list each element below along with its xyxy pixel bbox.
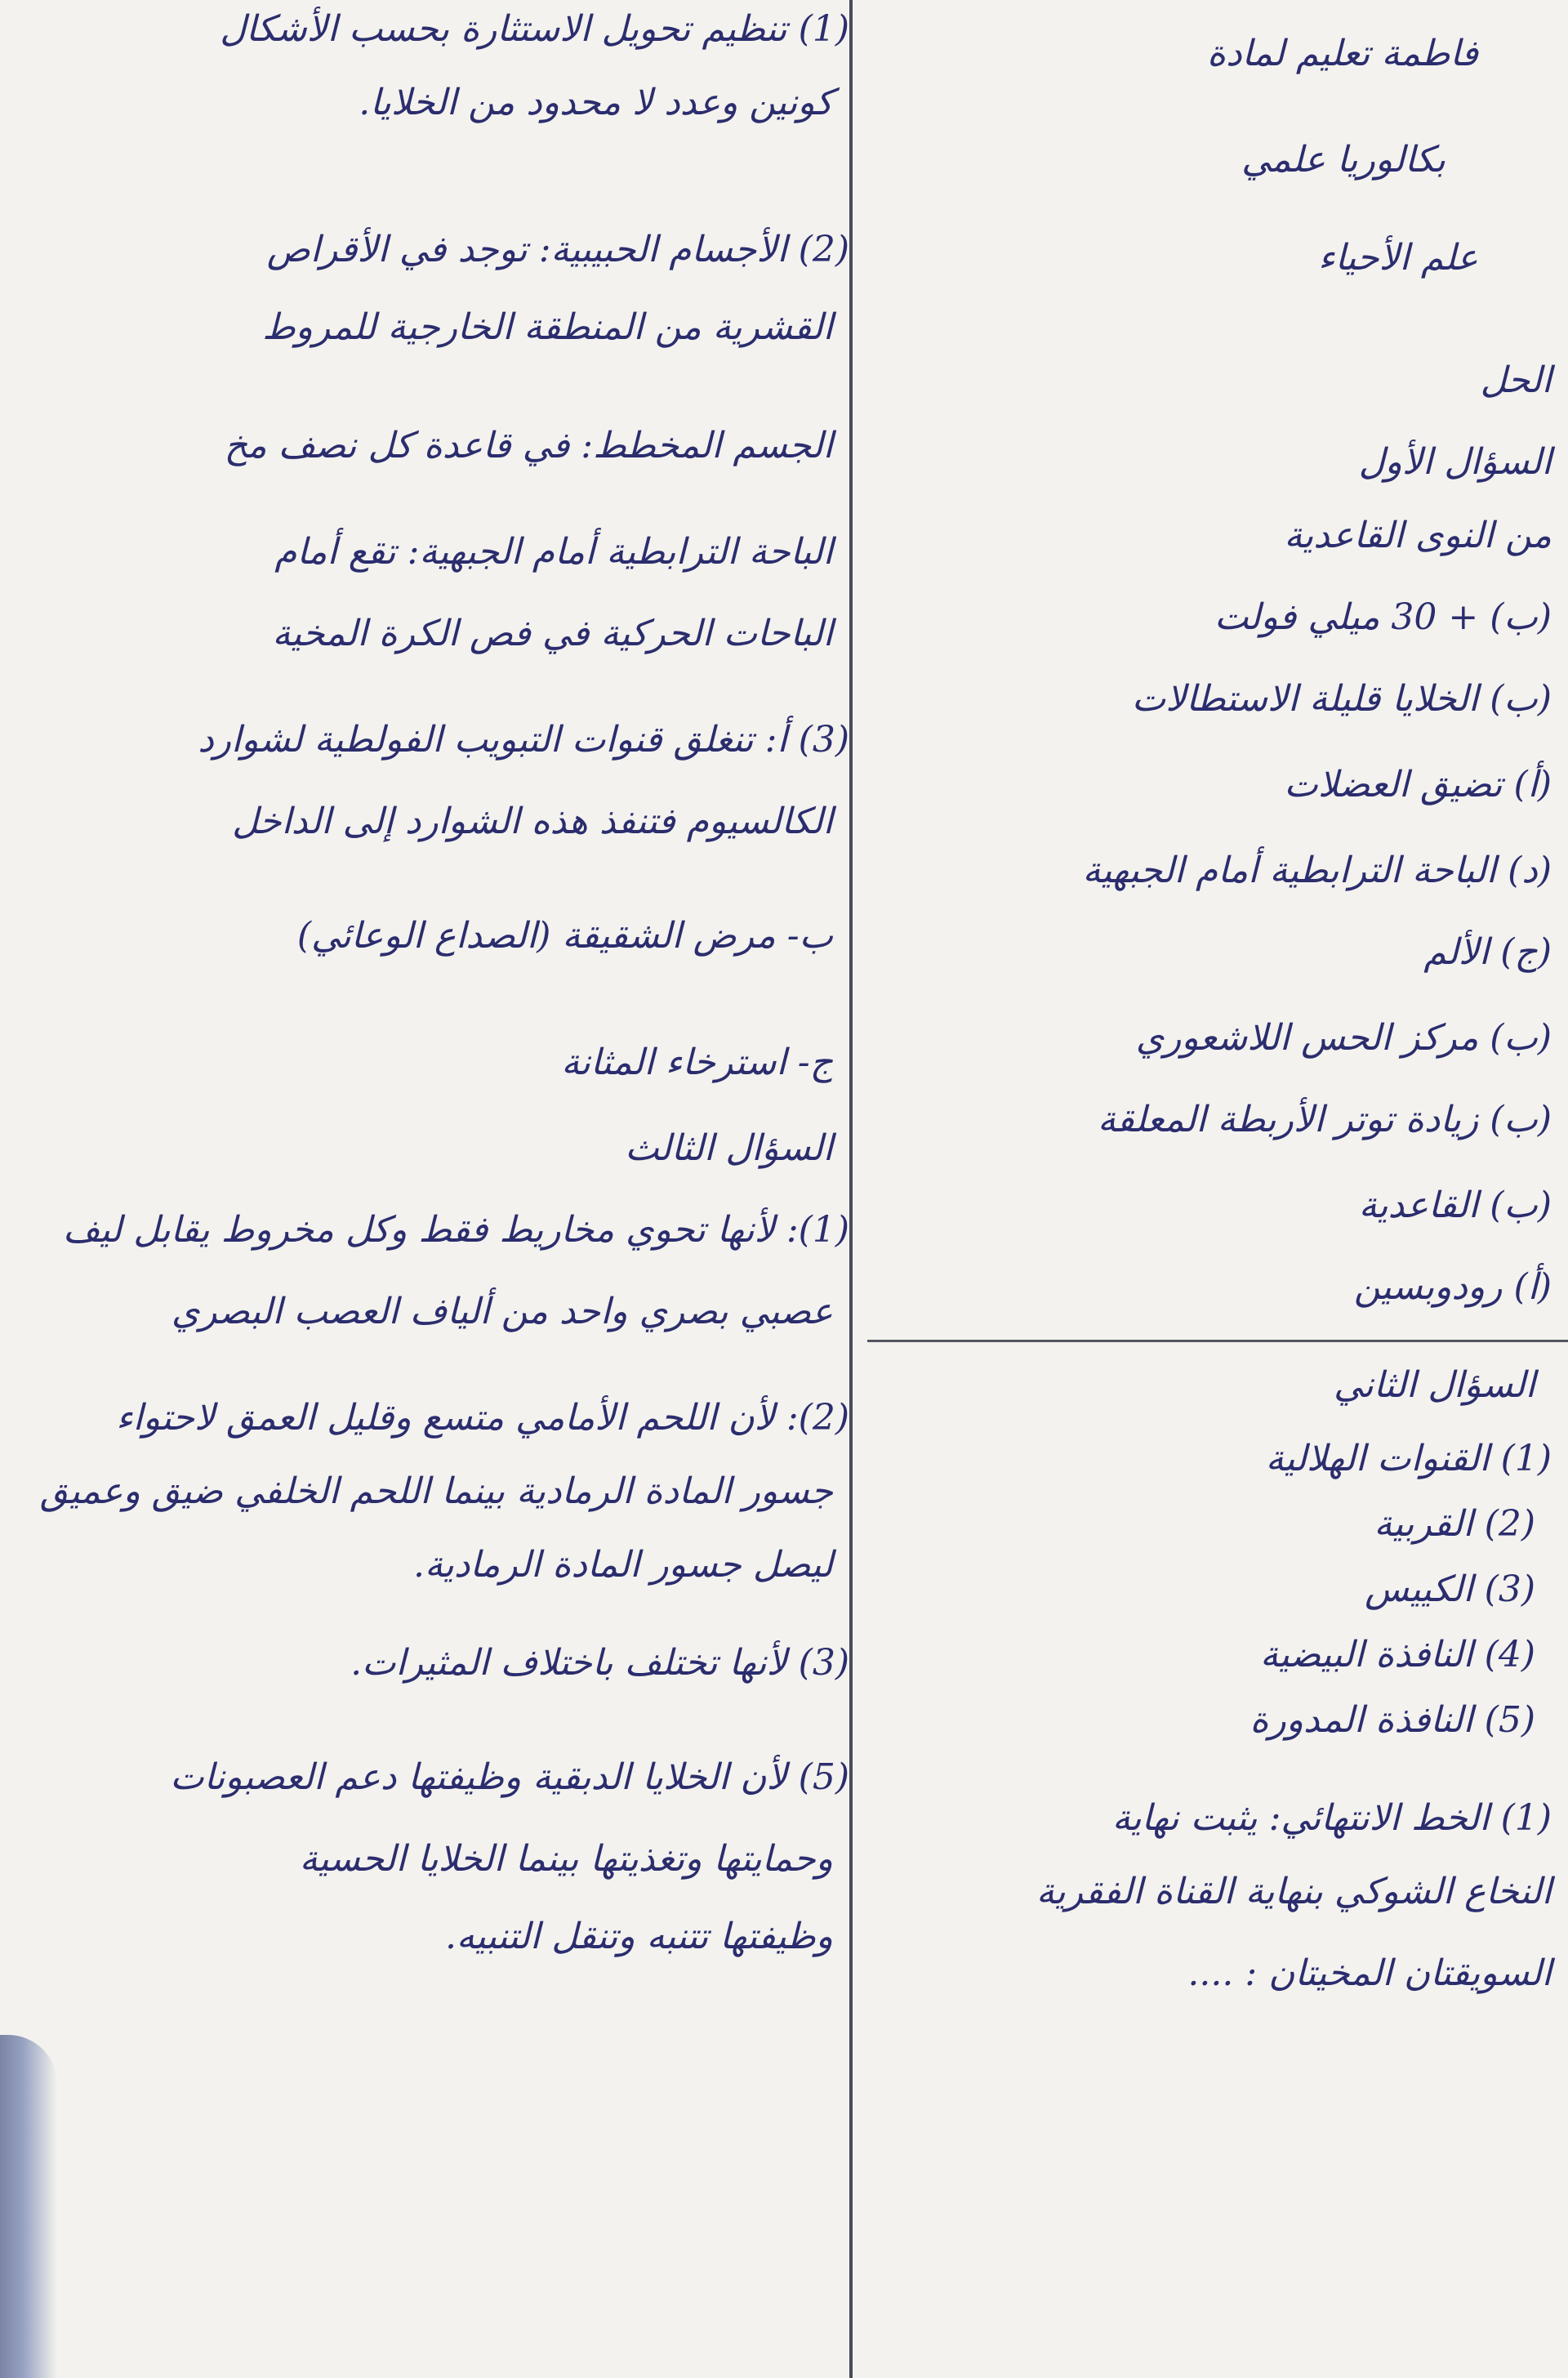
left-item2-line: (2) الأجسام الحبيبية: توجد في الأقراص [266, 229, 849, 270]
header-line-2: بكالوريا علمي [1241, 139, 1446, 181]
left-item2-line: القشرية من المنطقة الخارجية للمروط [262, 306, 833, 348]
left-item2-line: الجسم المخطط: في قاعدة كل نصف مخ [224, 425, 833, 466]
q3-line: (5) لأن الخلايا الدبقية وظيفتها دعم العصبونات [170, 1756, 849, 1798]
q3-line: وحمايتها وتغذيتها بينما الخلايا الحسية [299, 1838, 833, 1880]
left-item2-line: الباحات الحركية في فص الكرة المخية [272, 613, 833, 654]
q1-item: (أ) تضيق العضلات [1284, 764, 1552, 805]
left-item3-line: الكالسيوم فتنفذ هذه الشوارد إلى الداخل [232, 801, 833, 842]
left-item3-line: (3) أ: تنغلق قنوات التبويب الفولطية لشوارد [198, 719, 849, 761]
page-edge-shadow [0, 2035, 57, 2378]
q2-part2-line: (1) الخط الانتهائي: يثبت نهاية [1111, 1797, 1552, 1839]
q3-line: وظيفتها تتنبه وتنقل التنبيه. [444, 1916, 833, 1957]
section-divider [867, 1340, 1568, 1342]
q3-line: (1): لأنها تحوي مخاريط فقط وكل مخروط يقابل ليف [62, 1209, 849, 1251]
q2-item: (4) النافذة البيضية [1259, 1634, 1535, 1675]
q3-line: ليصل جسور المادة الرمادية. [413, 1544, 833, 1586]
q3-title: السؤال الثالث [625, 1127, 833, 1169]
q2-part2-line: النخاع الشوكي بنهاية القناة الفقرية [1036, 1871, 1552, 1912]
q2-item: (5) النافذة المدورة [1250, 1699, 1535, 1741]
q1-item: (ب) القاعدية [1358, 1185, 1552, 1226]
q1-item: (أ) رودوبسين [1353, 1266, 1552, 1308]
q1-item: (ب) زيادة توتر الأربطة المعلقة [1098, 1099, 1552, 1140]
q2-item: (3) الكييس [1365, 1568, 1535, 1610]
answer-label: الحل [1480, 359, 1552, 401]
q3-line: عصبي بصري واحد من ألياف العصب البصري [171, 1291, 833, 1332]
q2-title: السؤال الثاني [1333, 1364, 1535, 1406]
left-item2-line: الباحة الترابطية أمام الجبهية: تقع أمام [274, 531, 833, 573]
header-line-3: علم الأحياء [1318, 237, 1478, 279]
left-item3-line: ب- مرض الشقيقة (الصداع الوعائي) [296, 915, 833, 957]
q3-line: (2): لأن اللحم الأمامي متسع وقليل العمق لاحتواء [115, 1397, 849, 1439]
q1-item: من النوى القاعدية [1284, 515, 1552, 556]
left-cont-line: كونين وعدد لا محدود من الخلايا. [359, 82, 833, 123]
q1-title: السؤال الأول [1358, 441, 1552, 483]
left-cont-line: (1) تنظيم تحويل الاستثارة بحسب الأشكال [220, 8, 849, 50]
q1-item: (ب) + 30 ميلي فولت [1214, 596, 1552, 638]
q1-item: (د) الباحة الترابطية أمام الجبهية [1082, 850, 1552, 891]
q2-item: (2) القربية [1374, 1503, 1535, 1545]
q1-item: (ج) الألم [1423, 931, 1552, 973]
q2-item: (1) القنوات الهلالية [1265, 1438, 1552, 1479]
q3-line: جسور المادة الرمادية بينما اللحم الخلفي ضيق وعميق [39, 1470, 833, 1512]
q1-item: (ب) مركز الحس اللاشعوري [1135, 1017, 1552, 1059]
header-line-1: فاطمة تعليم لمادة [1207, 33, 1478, 74]
q3-line: (3) لأنها تختلف باختلاف المثيرات. [350, 1642, 849, 1684]
q1-item: (ب) الخلايا قليلة الاستطالات [1131, 678, 1552, 720]
left-item3-line: ج- استرخاء المثانة [561, 1042, 833, 1083]
q2-part2-line: السويقتان المخيتان : .... [1187, 1952, 1552, 1994]
column-divider [849, 0, 853, 2378]
